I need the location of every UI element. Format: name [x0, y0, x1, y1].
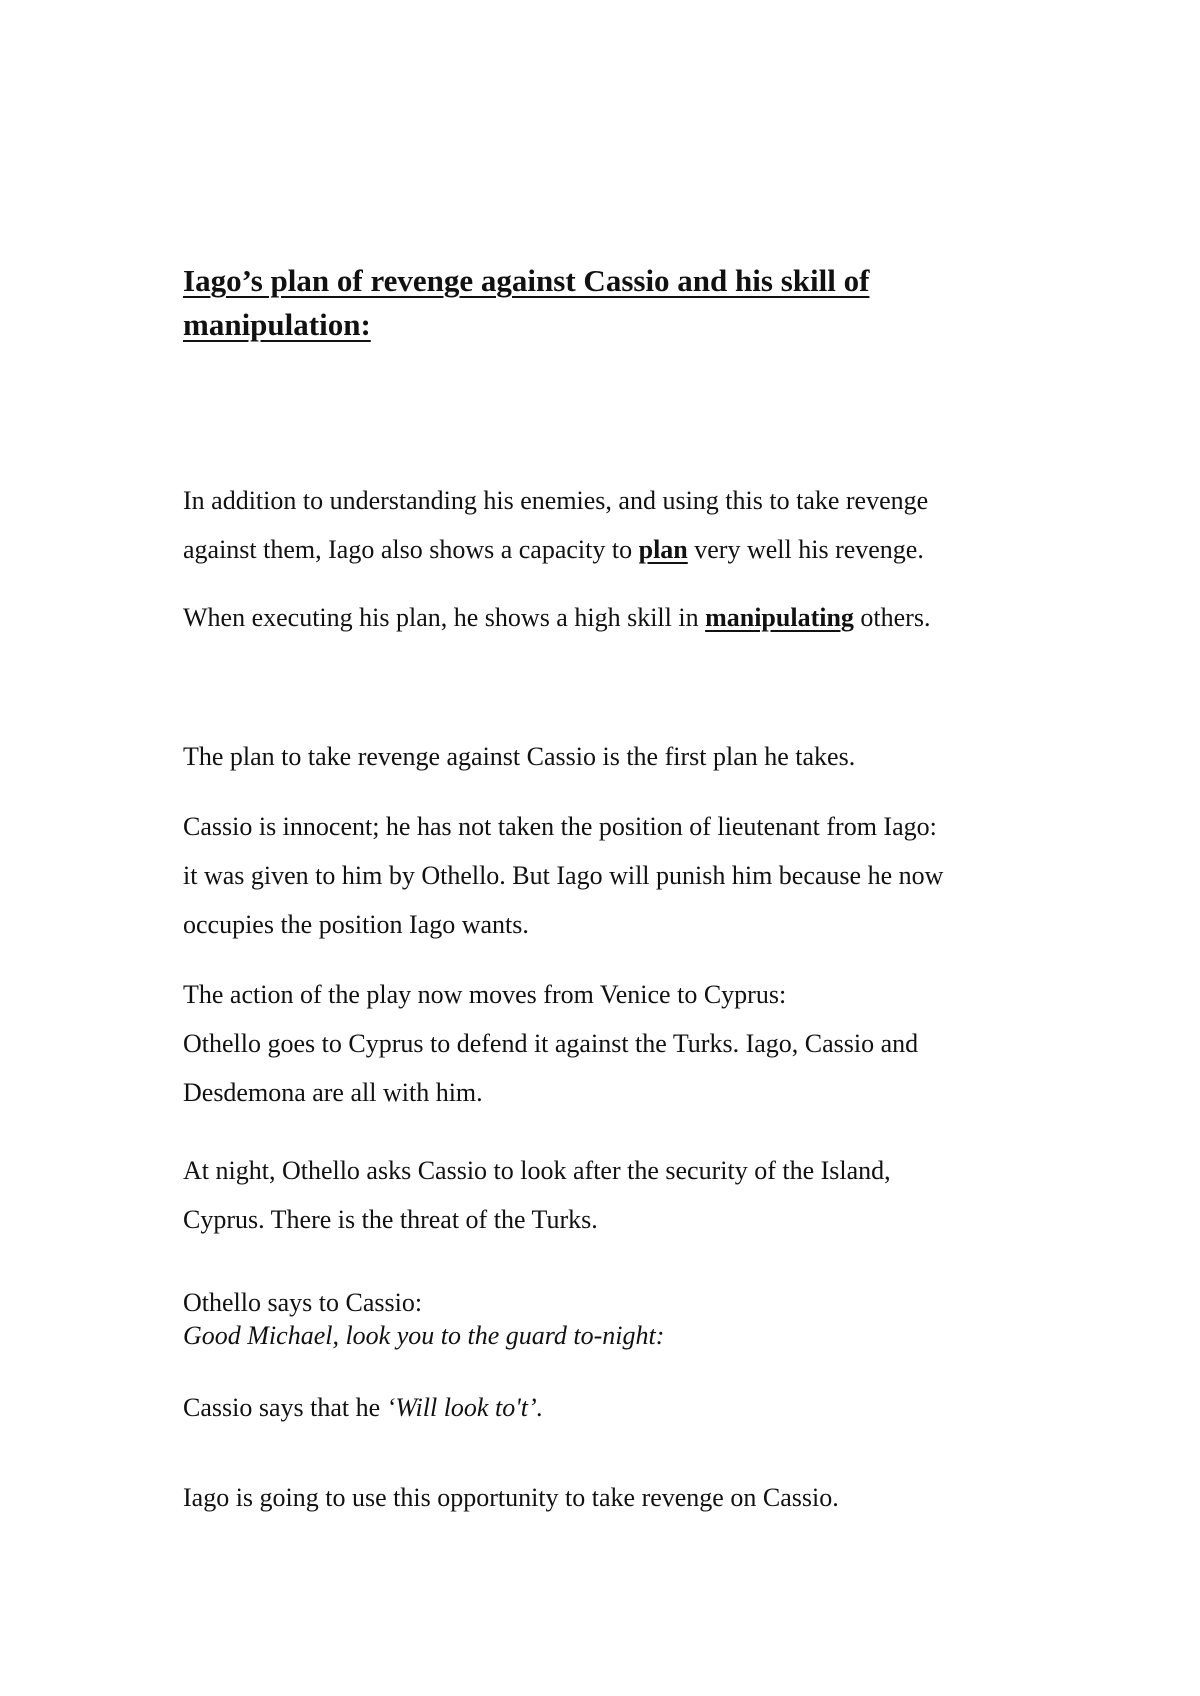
intro-p1-line-2-after: very well his revenge. [687, 535, 924, 564]
intro-paragraph-1 [183, 476, 1063, 574]
keyword-plan: plan [638, 535, 688, 564]
plan-p4-line-1: At night, Othello asks Cassio to look after the security of the Island, [183, 1156, 891, 1185]
plan-paragraph-7 [183, 1473, 1063, 1522]
intro-p2-before: When executing his plan, he shows a high skill in [183, 603, 706, 632]
plan-p6-line [183, 1383, 1063, 1432]
plan-p3-line-1: The action of the play now moves from Venice to Cyprus: [183, 980, 787, 1009]
document-title [183, 259, 1083, 347]
intro-p1-line-1: In addition to understanding his enemies, and using this to take revenge [183, 486, 929, 515]
plan-paragraph-4 [183, 1146, 1063, 1244]
cassio-quote: ‘Will look to't’. [386, 1393, 544, 1422]
intro-p1-line-2 [183, 525, 1063, 574]
title-line-1: Iago’s plan of revenge against Cassio and his skill of [183, 263, 870, 298]
intro-p2-line [183, 593, 1063, 642]
plan-p1-line: The plan to take revenge against Cassio is the first plan he takes. [183, 742, 856, 771]
keyword-manipulating: manipulating [705, 603, 854, 632]
title-line-2: manipulation: [183, 307, 371, 342]
plan-p5-line-1: Othello says to Cassio: [183, 1288, 423, 1317]
plan-p2-line-1: Cassio is innocent; he has not taken the position of lieutenant from Iago: [183, 812, 937, 841]
plan-p6-before: Cassio says that he [183, 1393, 387, 1422]
plan-p2-line-2: it was given to him by Othello. But Iago will punish him because he now [183, 861, 944, 890]
plan-paragraph-3 [183, 970, 1063, 1117]
intro-p1-line-2-before: against them, Iago also shows a capacity to [183, 535, 639, 564]
plan-p3-line-2: Othello goes to Cyprus to defend it against the Turks. Iago, Cassio and [183, 1029, 919, 1058]
plan-paragraph-1 [183, 732, 1063, 781]
plan-paragraph-5 [183, 1286, 1063, 1352]
plan-paragraph-6 [183, 1383, 1063, 1432]
plan-p7-line: Iago is going to use this opportunity to take revenge on Cassio. [183, 1483, 839, 1512]
plan-p3-line-3: Desdemona are all with him. [183, 1078, 483, 1107]
intro-paragraph-2 [183, 593, 1063, 642]
plan-p4-line-2: Cyprus. There is the threat of the Turks. [183, 1205, 598, 1234]
intro-p2-after: others. [853, 603, 931, 632]
othello-quote: Good Michael, look you to the guard to-night: [183, 1321, 665, 1350]
plan-p2-line-3: occupies the position Iago wants. [183, 910, 529, 939]
plan-paragraph-2 [183, 802, 1063, 949]
